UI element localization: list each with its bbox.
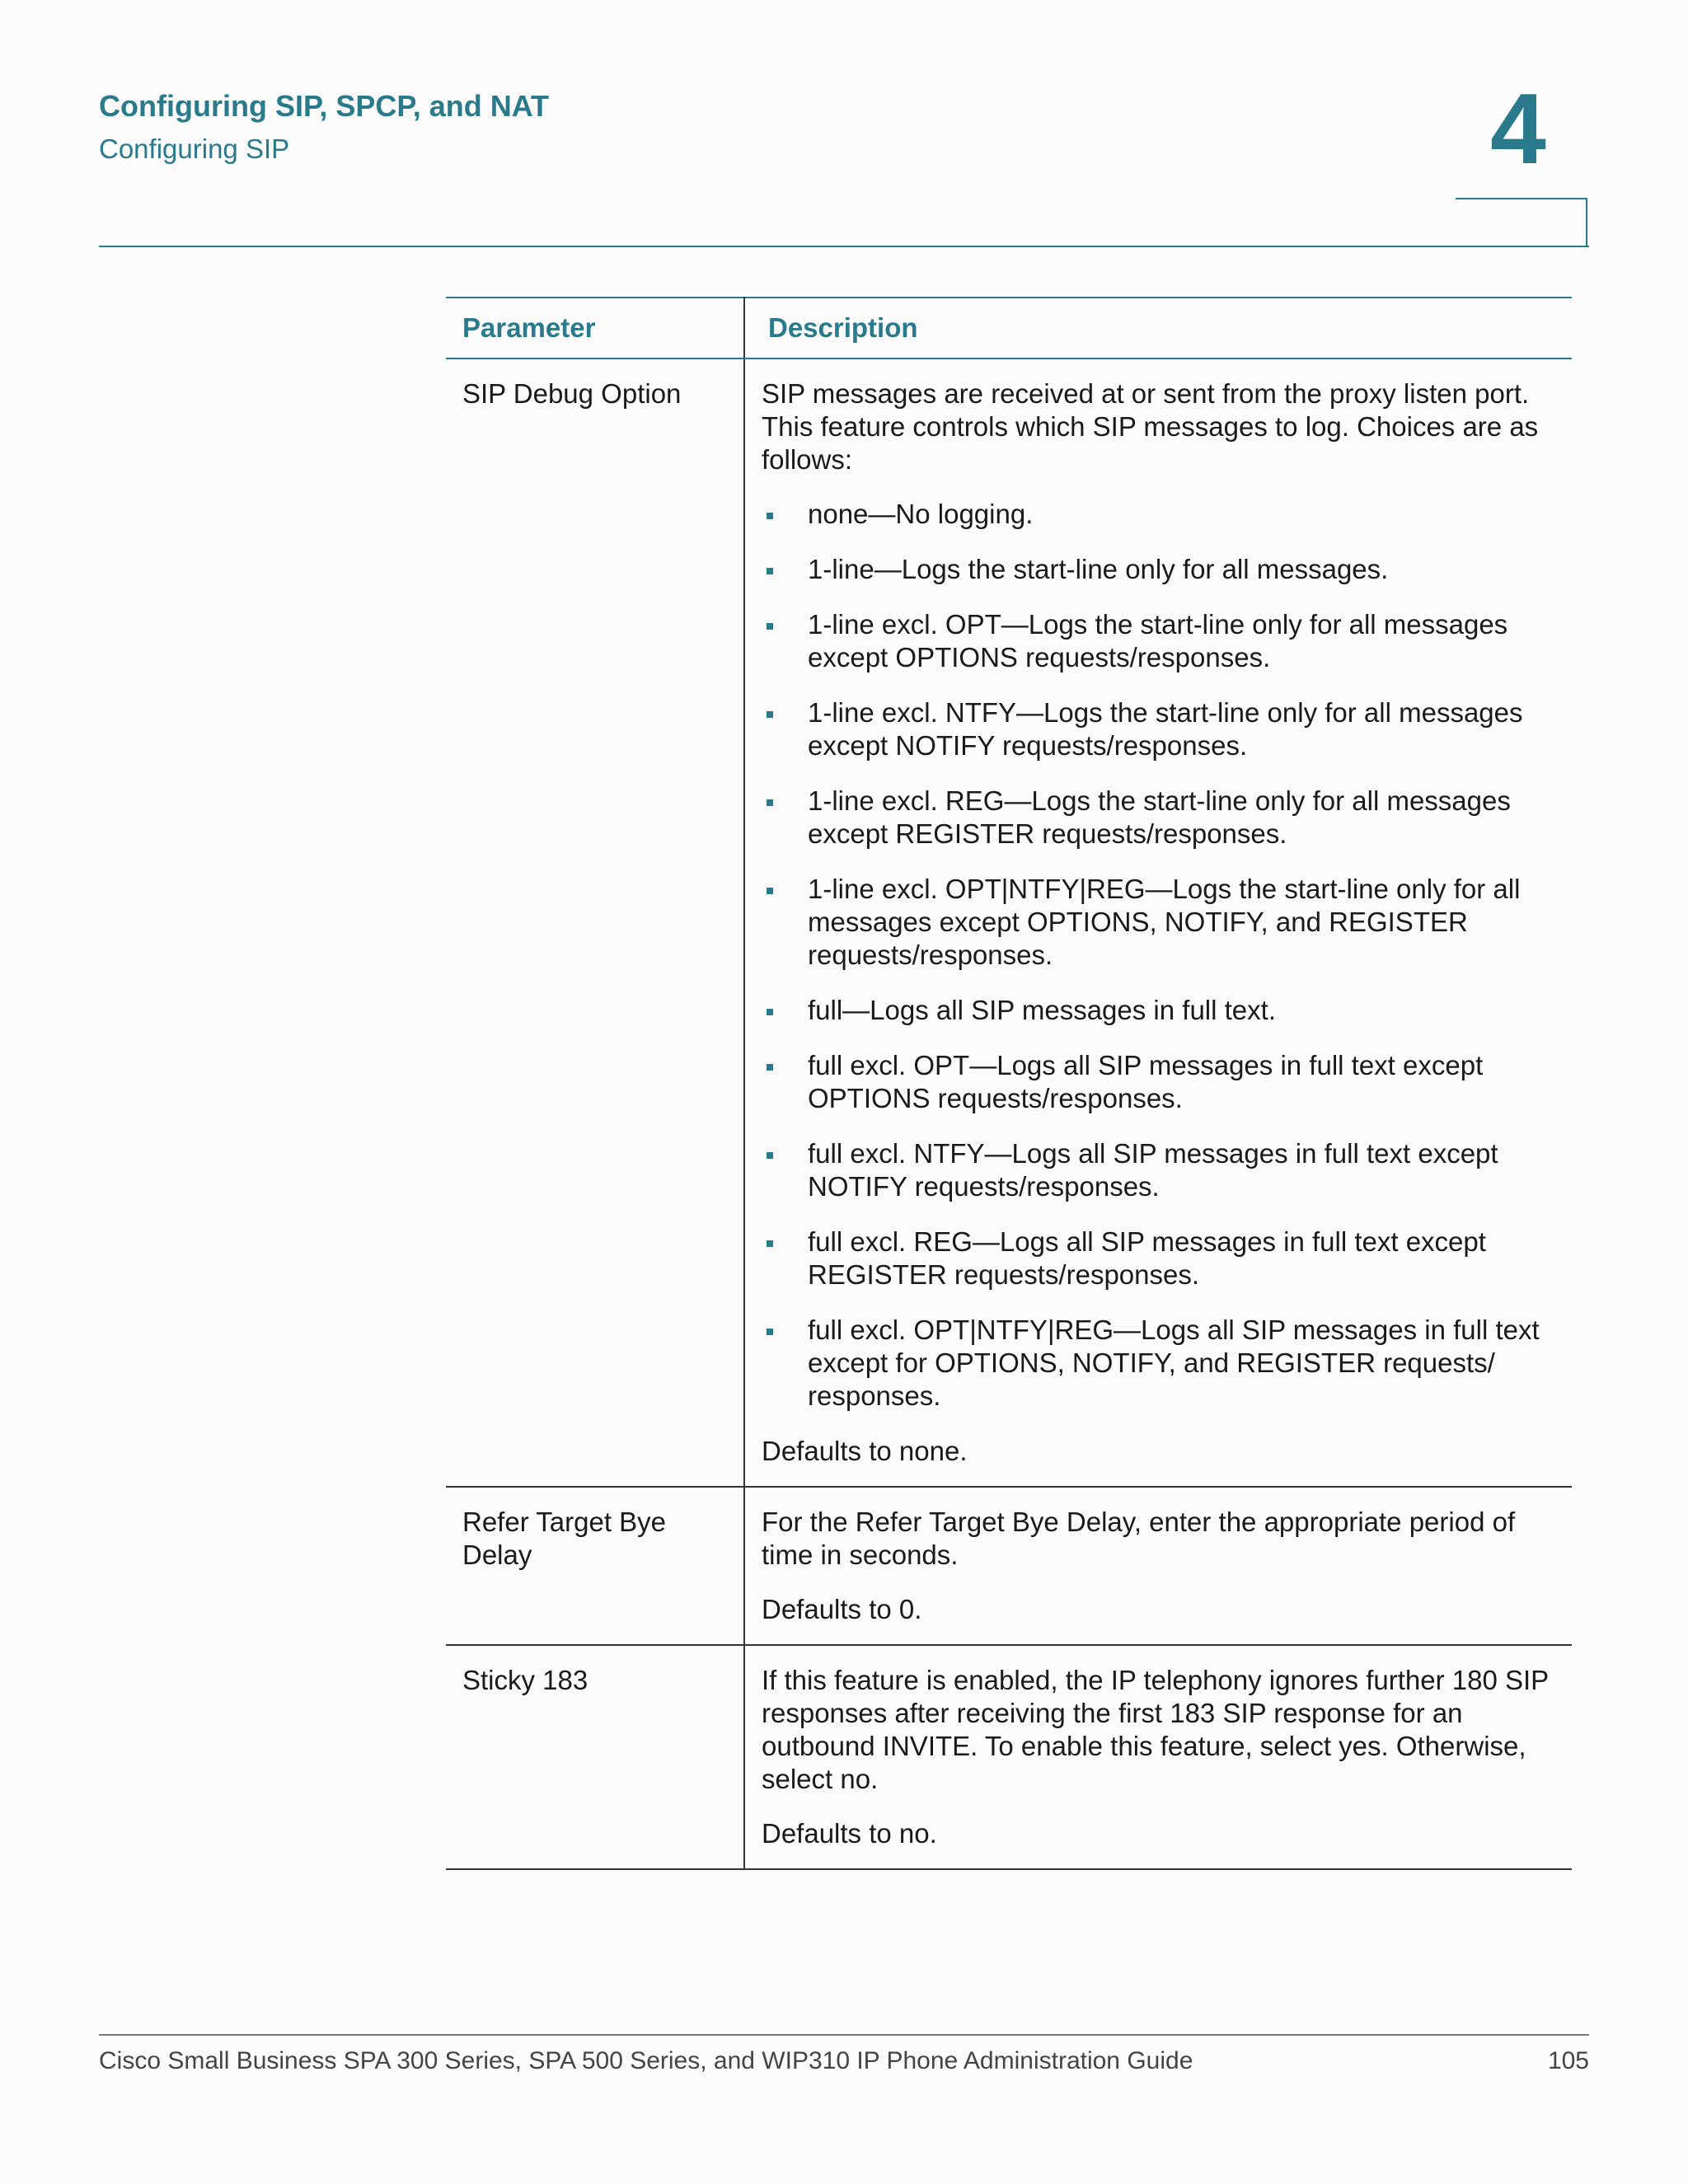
option-item: 1-line excl. OPT—Logs the start-line only for all messages except OPTIONS requests/responses.	[762, 608, 1552, 674]
option-item: full excl. REG—Logs all SIP messages in full text except REGISTER requests/responses.	[762, 1226, 1552, 1291]
option-item: 1-line excl. OPT|NTFY|REG—Logs the start-line only for all messages except OPTIONS, NOTIFY, and REGISTER requests/responses.	[762, 873, 1552, 972]
param-name: SIP Debug Option	[446, 359, 744, 1487]
default-value-note: Defaults to 0.	[762, 1594, 922, 1624]
section-subtitle: Configuring SIP	[99, 134, 290, 164]
option-item: 1-line excl. REG—Logs the start-line only for all messages except REGISTER requests/responses.	[762, 785, 1552, 851]
description-intro: For the Refer Target Bye Delay, enter the appropriate period of time in seconds.	[762, 1507, 1516, 1570]
option-item: full excl. OPT—Logs all SIP messages in full text except OPTIONS requests/responses.	[762, 1049, 1552, 1115]
table-row	[446, 1645, 1572, 1869]
chapter-tab-frame	[1456, 198, 1587, 246]
table-row	[446, 1487, 1572, 1645]
param-description	[744, 359, 1572, 1487]
parameter-table	[446, 297, 1572, 1870]
column-header-description: Description	[744, 298, 1572, 359]
option-list	[762, 498, 1552, 1413]
param-description	[744, 1487, 1572, 1645]
chapter-title: Configuring SIP, SPCP, and NAT	[99, 89, 550, 123]
param-description	[744, 1645, 1572, 1869]
default-value-note: Defaults to none.	[762, 1436, 968, 1466]
option-item: full excl. OPT|NTFY|REG—Logs all SIP messages in full text except for OPTIONS, NOTIFY, and REGISTER requests/ responses.	[762, 1314, 1552, 1413]
header-divider	[99, 246, 1589, 247]
param-name: Refer Target Bye Delay	[446, 1487, 744, 1645]
page-number: 105	[1547, 2047, 1589, 2074]
column-header-parameter: Parameter	[446, 298, 744, 359]
default-value-note: Defaults to no.	[762, 1818, 937, 1849]
option-item: full—Logs all SIP messages in full text.	[762, 994, 1552, 1027]
chapter-number: 4	[1490, 73, 1546, 185]
footer-guide-title: Cisco Small Business SPA 300 Series, SPA 500 Series, and WIP310 IP Phone Administration Guide	[99, 2047, 1193, 2074]
option-item: 1-line excl. NTFY—Logs the start-line only for all messages except NOTIFY requests/responses.	[762, 696, 1552, 762]
option-item: none—No logging.	[762, 498, 1552, 531]
footer-divider	[99, 2034, 1589, 2036]
description-intro: If this feature is enabled, the IP telephony ignores further 180 SIP responses after receiving the first 183 SIP response for an outbound INVITE. To enable this feature, select yes. Otherwise, select no.	[762, 1665, 1549, 1794]
param-name: Sticky 183	[446, 1645, 744, 1869]
table-header-row	[446, 298, 1572, 359]
description-intro: SIP messages are received at or sent from the proxy listen port. This feature controls which SIP messages to log. Choices are as follows:	[762, 378, 1539, 475]
option-item: full excl. NTFY—Logs all SIP messages in full text except NOTIFY requests/responses.	[762, 1137, 1552, 1203]
table-row	[446, 359, 1572, 1487]
option-item: 1-line—Logs the start-line only for all messages.	[762, 553, 1552, 586]
